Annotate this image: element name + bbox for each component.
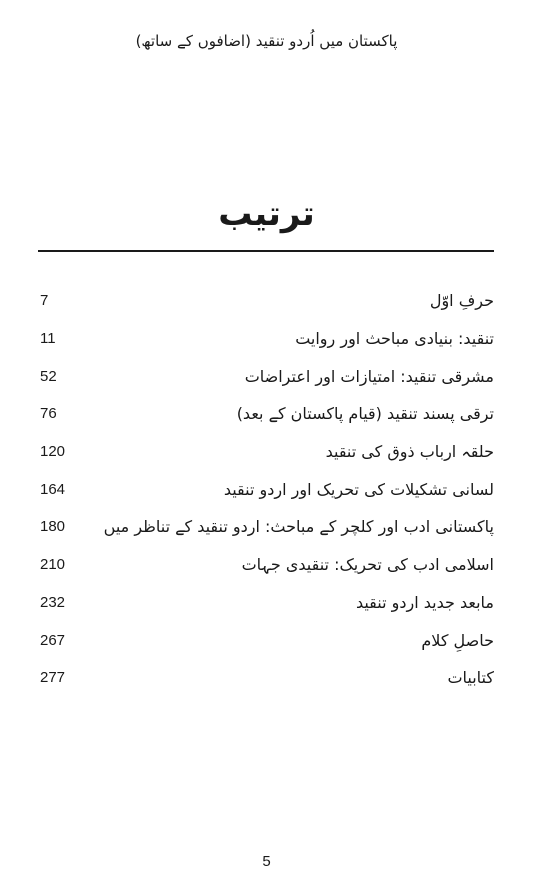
toc-entry-label: کتابیات xyxy=(447,668,494,688)
toc-entry-label: حرفِ اوّل xyxy=(429,291,494,311)
toc-entry-page: 76 xyxy=(40,405,57,423)
page-number: 5 xyxy=(262,853,271,870)
toc-entry[interactable] xyxy=(38,433,494,471)
toc-entry[interactable] xyxy=(38,659,494,697)
toc-entry-page: 11 xyxy=(40,330,56,348)
toc-entry-label: لسانی تشکیلات کی تحریک اور اردو تنقید xyxy=(223,479,494,499)
toc-entry-page: 120 xyxy=(40,443,66,461)
toc-title: ترتیب xyxy=(218,194,315,234)
toc-entry[interactable] xyxy=(38,584,494,622)
toc-entry[interactable] xyxy=(38,395,494,433)
running-header: پاکستان میں اُردو تنقید (اضافوں کے ساتھ) xyxy=(135,32,398,50)
toc-entry-page: 7 xyxy=(40,292,49,310)
toc-entry[interactable] xyxy=(38,282,494,320)
toc-list xyxy=(38,282,494,697)
toc-entry-page: 164 xyxy=(40,480,66,498)
toc-entry-page: 277 xyxy=(40,669,66,687)
toc-entry-label: ترقی پسند تنقید (قیام پاکستان کے بعد) xyxy=(236,404,494,424)
toc-entry-label: تنقید: بنیادی مباحث اور روایت xyxy=(295,329,494,349)
title-divider xyxy=(38,250,494,252)
toc-entry-page: 52 xyxy=(40,367,57,385)
toc-entry[interactable] xyxy=(38,357,494,395)
toc-entry-label: حلقہ ارباب ذوق کی تنقید xyxy=(325,442,494,462)
toc-entry[interactable] xyxy=(38,546,494,584)
toc-entry-label: اسلامی ادب کی تحریک: تنقیدی جہات xyxy=(241,555,494,575)
toc-entry-page: 210 xyxy=(40,556,66,574)
toc-entry-page: 232 xyxy=(40,593,66,611)
toc-entry[interactable] xyxy=(38,470,494,508)
toc-entry-label: پاکستانی ادب اور کلچر کے مباحث: اردو تنقید کے تناظر میں xyxy=(103,517,494,537)
toc-entry-label: مشرقی تنقید: امتیازات اور اعتراضات xyxy=(244,366,494,386)
toc-entry-label: مابعد جدید اردو تنقید xyxy=(355,592,494,612)
toc-entry-label: حاصلِ کلام xyxy=(421,630,494,650)
toc-entry[interactable] xyxy=(38,508,494,546)
toc-entry-page: 180 xyxy=(40,518,66,536)
toc-entry-page: 267 xyxy=(40,631,66,649)
toc-entry[interactable] xyxy=(38,621,494,659)
toc-entry[interactable] xyxy=(38,320,494,358)
